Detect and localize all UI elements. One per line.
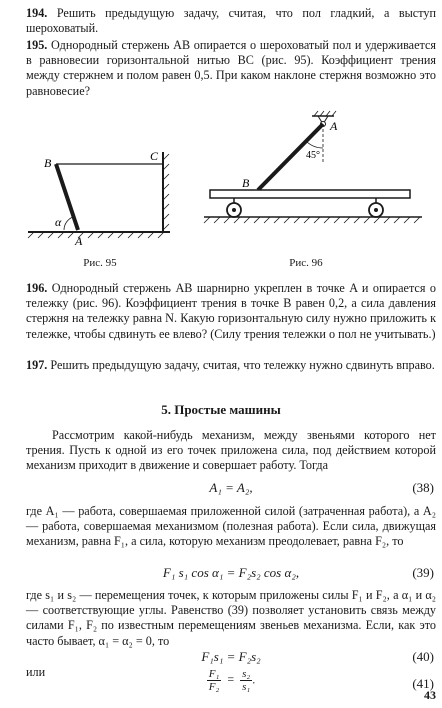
- equation-number: (41): [412, 676, 434, 691]
- equation-number: (39): [412, 565, 434, 580]
- equation-expression: F₁ s₁ cos α₁ = F₂s₂ cos α₂,: [162, 565, 300, 580]
- problem-text: Однородный стержень AB опирается о шероховатый пол и удерживается в равновесии горизонтальной нитью BC (рис. 95). Коэффициент трения между стержнем и полом равен 0,5. При каком наклоне стержня возможно это равновесие?: [26, 38, 436, 98]
- equation-40: [26, 649, 436, 667]
- body-paragraph-3: где s₁ и s₂ — перемещения точек, к которым приложены силы F₁ и F₂, а α₁ и α₂ — соответствующие углы. Равенство (39) позволяет установить связь между силами F₁, F₂ по известным перемещениям звеньев механизма. Если, как это часто бывает, α₁ = α₂ = 0, то: [26, 588, 436, 648]
- equals-sign: =: [227, 672, 235, 687]
- numerator-f1: F₁: [208, 668, 220, 680]
- denominator-f2: F₂: [208, 681, 220, 693]
- problem-194: [26, 6, 436, 36]
- body-paragraph-2: где A₁ — работа, совершаемая приложенной силой (затраченная работа), а A₂ — работа, совершаемая механизмом (полезная работа). Если сила, движущая механизм, равна F₁, а сила, которую механизм преодолевает, равна F₂, то: [26, 504, 436, 549]
- conjunction-ili: или: [26, 665, 46, 679]
- body-paragraph-1: Рассмотрим какой-нибудь механизм, между звеньями которого нет трения. Пусть к одной из его точек приложена сила, под действием которой механизм приходит в движение и совершает работу. Тогда: [26, 428, 436, 473]
- numerator-s2: s₂: [242, 668, 251, 680]
- equation-38: [26, 480, 436, 498]
- problem-text: Однородный стержень AB шарнирно укреплен в точке A и опирается о тележку (рис. 96). Коэффициент трения в точке B равен 0,2, а сила давления стержня на тележку равна N. Какую горизонтальную силу нужно приложить к тележке, чтобы сдвинуть ее влево? (Силу трения тележки о пол не учитывать.): [26, 281, 436, 341]
- problem-number: 197.: [26, 358, 48, 372]
- figure-96: [200, 110, 430, 250]
- equation-39: [26, 565, 436, 583]
- label-C: C: [150, 149, 159, 163]
- figure-96-caption: Рис. 96: [289, 257, 323, 269]
- problem-196: [26, 281, 436, 342]
- label-B: B: [242, 176, 250, 190]
- equation-41: [26, 668, 436, 702]
- equation-expression: A₁ = A₂,: [209, 480, 253, 495]
- denominator-s1: s₁: [242, 681, 251, 693]
- equation-number: (40): [412, 649, 434, 664]
- figure-95-caption: Рис. 95: [83, 257, 117, 269]
- label-A: A: [330, 119, 338, 133]
- label-B: B: [44, 156, 52, 170]
- label-A: A: [75, 234, 83, 248]
- equation-expression: F₁s₁ = F₂s₂: [201, 649, 261, 664]
- problem-195: [26, 38, 436, 99]
- problem-number: 194.: [26, 6, 48, 20]
- problem-text: Решить предыдущую задачу, считая, что тележку нужно сдвинуть вправо.: [47, 358, 435, 372]
- problem-number: 196.: [26, 281, 48, 295]
- equation-number: (38): [412, 480, 434, 495]
- section-title: 5. Простые машины: [161, 402, 281, 417]
- problem-197: [26, 358, 436, 373]
- figure-95: [20, 140, 180, 250]
- label-angle: 45°: [306, 150, 320, 161]
- label-alpha: α: [55, 215, 62, 229]
- problem-number: 195.: [26, 38, 48, 52]
- page-number: 43: [424, 688, 436, 702]
- problem-text: Решить предыдущую задачу, считая, что пол гладкий, а выступ шероховатый.: [26, 6, 436, 36]
- period: .: [252, 672, 256, 687]
